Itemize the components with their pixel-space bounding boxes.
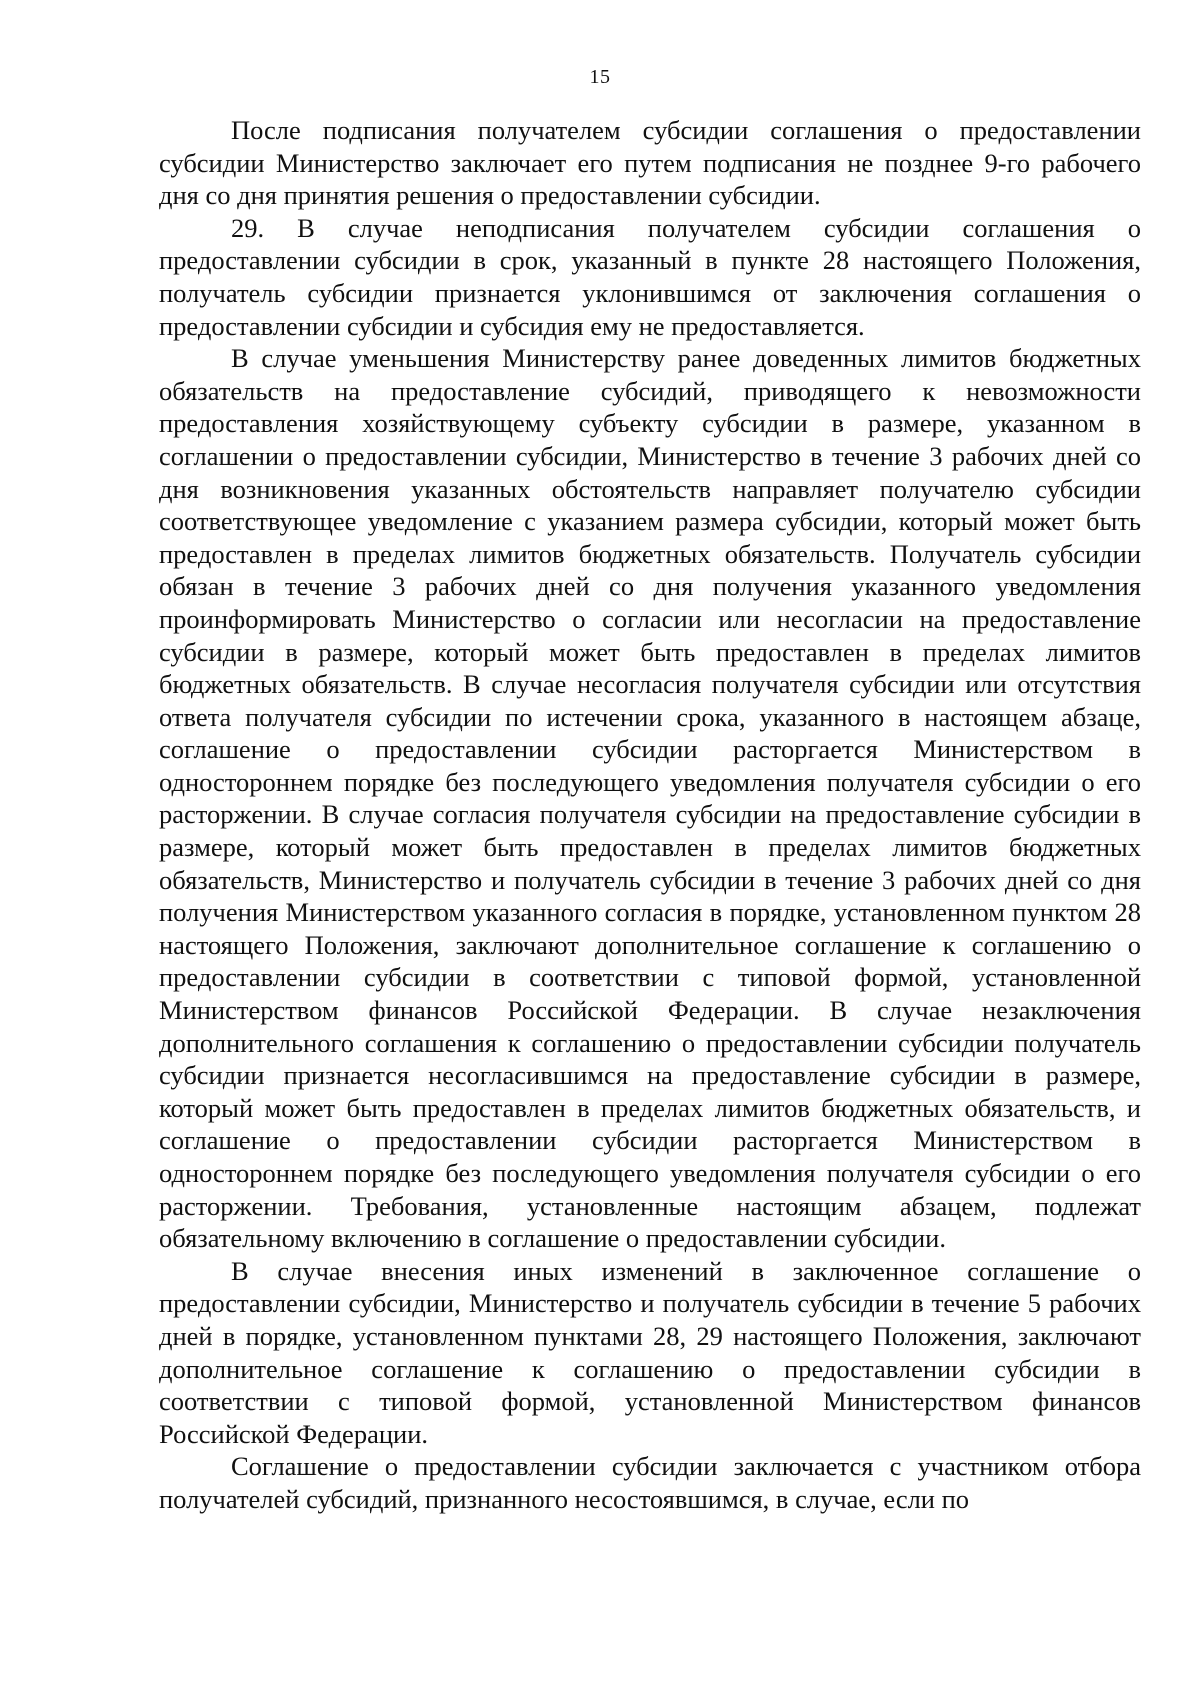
paragraph-agreement-with-participant: Соглашение о предоставлении субсидии заключается с участником отбора получателей субсидий, признанного несостоявшимся, в случае, если по	[159, 1451, 1141, 1514]
paragraph-clause-29: 29. В случае неподписания получателем субсидии соглашения о предоставлении субсидии в срок, указанный в пункте 28 настоящего Положения, получатель субсидии признается уклонившимся от заключения соглашения о предоставлении субсидии и субсидия ему не предоставляется.	[159, 212, 1141, 341]
document-body	[159, 114, 1141, 1516]
page-number: 15	[589, 66, 611, 88]
paragraph-budget-limits-reduction: В случае уменьшения Министерству ранее доведенных лимитов бюджетных обязательств на предоставление субсидий, приводящего к невозможности предоставления хозяйствующему субъекту субсидии в размере, указанном в соглашении о предоставлении субсидии, Министерство в течение 3 рабочих дней со дня возникновения указанных обстоятельств направляет получателю субсидии соответствующее уведомление с указанием размера субсидии, который может быть предоставлен в пределах лимитов бюджетных обязательств. Получатель субсидии обязан в течение 3 рабочих дней со дня получения указанного уведомления проинформировать Министерство о согласии или несогласии на предоставление субсидии в размере, который может быть предоставлен в пределах лимитов бюджетных обязательств. В случае несогласия получателя субсидии или отсутствия ответа получателя субсидии по истечении срока, указанного в настоящем абзаце, соглашение о предоставлении субсидии расторгается Министерством в одностороннем порядке без последующего уведомления получателя субсидии о его расторжении. В случае согласия получателя субсидии на предоставление субсидии в размере, который может быть предоставлен в пределах лимитов бюджетных обязательств, Министерство и получатель субсидии в течение 3 рабочих дней со дня получения Министерством указанного согласия в порядке, установленном пунктом 28 настоящего Положения, заключают дополнительное соглашение к соглашению о предоставлении субсидии в соответствии с типовой формой, установленной Министерством финансов Российской Федерации. В случае незаключения дополнительного соглашения к соглашению о предоставлении субсидии получатель субсидии признается несогласившимся на предоставление субсидии в размере, который может быть предоставлен в пределах лимитов бюджетных обязательств, и соглашение о предоставлении субсидии расторгается Министерством в одностороннем порядке без последующего уведомления получателя субсидии о его расторжении. Требования, установленные настоящим абзацем, подлежат обязательному включению в соглашение о предоставлении субсидии.	[159, 343, 1141, 1254]
paragraph-other-changes: В случае внесения иных изменений в заключенное соглашение о предоставлении субсидии, Министерство и получатель субсидии в течение 5 рабочих дней в порядке, установленном пунктами 28, 29 настоящего Положения, заключают дополнительное соглашение к соглашению о предоставлении субсидии в соответствии с типовой формой, установленной Министерством финансов Российской Федерации.	[159, 1255, 1141, 1449]
paragraph-signing-agreement: После подписания получателем субсидии соглашения о предоставлении субсидии Министерство заключает его путем подписания не позднее 9-го рабочего дня со дня принятия решения о предоставлении субсидии.	[159, 115, 1141, 211]
